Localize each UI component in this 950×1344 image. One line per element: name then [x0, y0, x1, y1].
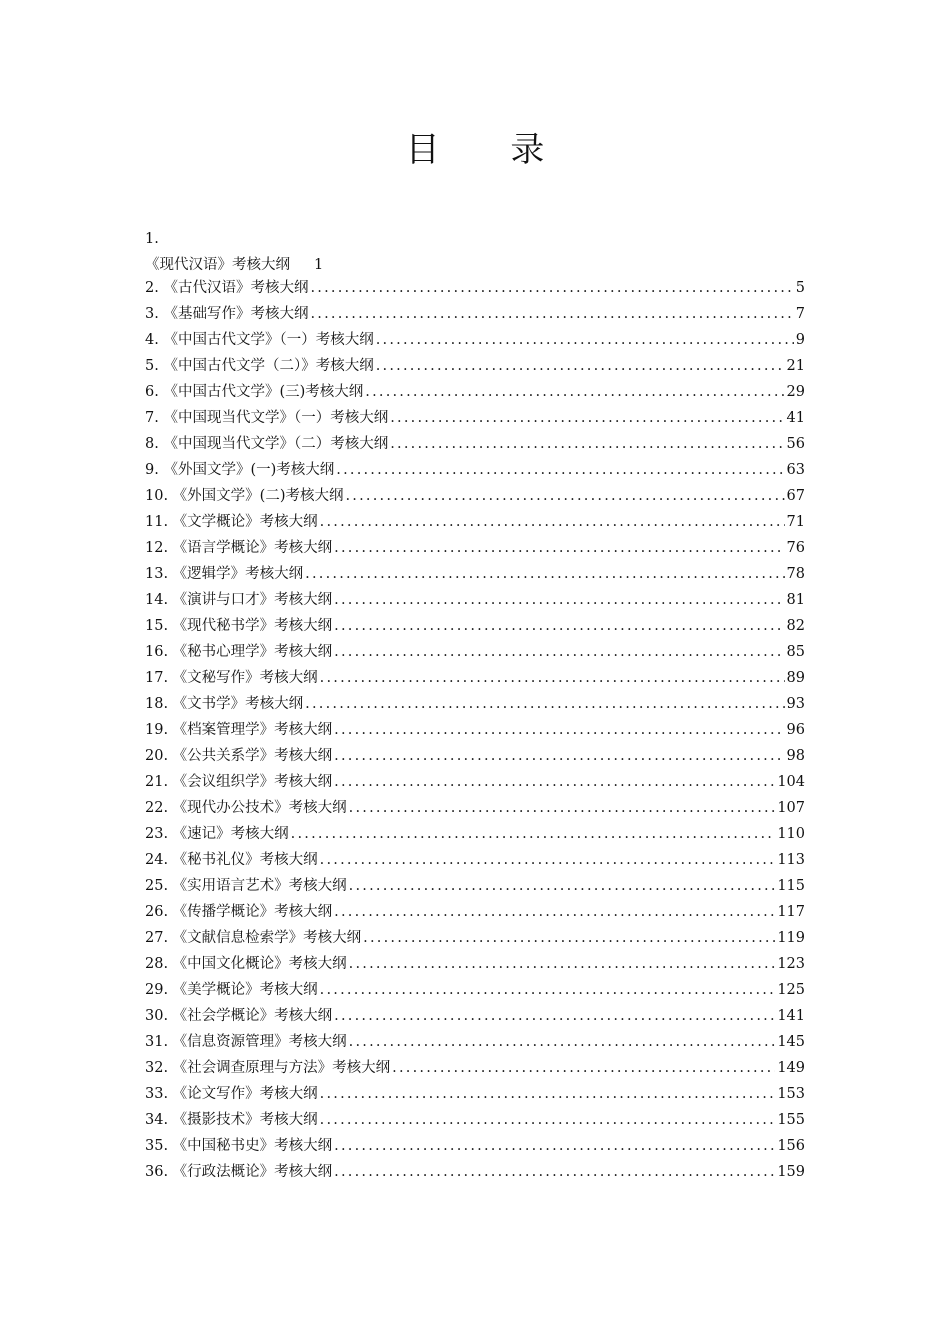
toc-entry[interactable] [145, 1029, 805, 1055]
toc-entry[interactable] [145, 717, 805, 743]
dot-leader [320, 977, 776, 1003]
toc-entry-page: 155 [777, 1112, 805, 1128]
toc-entry-page: 82 [786, 618, 805, 634]
toc-entry-page: 125 [777, 982, 805, 998]
dot-leader [334, 717, 784, 743]
dot-leader [336, 457, 784, 483]
dot-leader [349, 1029, 776, 1055]
dot-leader [334, 613, 784, 639]
toc-entry-page: 96 [786, 722, 805, 738]
toc-entry-page: 9 [795, 332, 805, 348]
toc-entry-page: 29 [786, 384, 805, 400]
toc-entry-label: 24. 《秘书礼仪》考核大纲 [145, 852, 318, 868]
toc-entry-page: 115 [777, 878, 805, 894]
toc-entry[interactable] [145, 1159, 805, 1185]
dot-leader [390, 405, 784, 431]
toc-entry-page: 123 [777, 956, 805, 972]
dot-leader [310, 301, 793, 327]
toc-entry-label: 13. 《逻辑学》考核大纲 [145, 566, 304, 582]
toc-entry[interactable] [145, 561, 805, 587]
dot-leader [320, 847, 776, 873]
toc-entry-label: 34. 《摄影技术》考核大纲 [145, 1112, 318, 1128]
toc-entry[interactable] [145, 1003, 805, 1029]
dot-leader [334, 535, 784, 561]
toc-entry-page: 41 [786, 410, 805, 426]
toc-entry[interactable] [145, 977, 805, 1003]
toc-entry-label: 9. 《外国文学》(一)考核大纲 [145, 462, 335, 478]
dot-leader [310, 275, 793, 301]
dot-leader [320, 1081, 776, 1107]
toc-entry[interactable] [145, 509, 805, 535]
toc-entry-label: 20. 《公共关系学》考核大纲 [145, 748, 333, 764]
toc-entry[interactable] [145, 899, 805, 925]
toc-entry-label: 33. 《论文写作》考核大纲 [145, 1086, 318, 1102]
toc-entry-page: 7 [795, 306, 805, 322]
toc-entry-page: 110 [777, 826, 805, 842]
dot-leader [305, 561, 784, 587]
dot-leader [334, 639, 784, 665]
toc-entry[interactable] [145, 301, 805, 327]
dot-leader [291, 821, 776, 847]
toc-entry-page: 1 [314, 257, 324, 273]
toc-entry-number: 1. [145, 231, 159, 247]
dot-leader [334, 587, 784, 613]
toc-entry-page: 76 [786, 540, 805, 556]
toc-entry-label: 《现代汉语》考核大纲 [145, 257, 290, 273]
toc-entry-page: 21 [786, 358, 805, 374]
toc-entry[interactable] [145, 925, 805, 951]
toc-entry[interactable] [145, 405, 805, 431]
toc-entry-page: 85 [786, 644, 805, 660]
page-title: 目 录 [405, 130, 575, 170]
dot-leader [334, 769, 775, 795]
toc-entry[interactable] [145, 587, 805, 613]
toc-entry-page: 78 [786, 566, 805, 582]
toc-entry[interactable] [145, 327, 805, 353]
toc-entry-label: 22. 《现代办公技术》考核大纲 [145, 800, 347, 816]
toc-entry-page: 145 [777, 1034, 805, 1050]
toc-entry-page: 107 [777, 800, 805, 816]
dot-leader [320, 665, 785, 691]
toc-entry-page: 93 [786, 696, 805, 712]
toc-entry-page: 141 [777, 1008, 805, 1024]
toc-entry[interactable] [145, 379, 805, 405]
dot-leader [345, 483, 784, 509]
dot-leader [349, 795, 776, 821]
toc-entry[interactable] [145, 743, 805, 769]
toc-entry-first[interactable] [145, 226, 323, 278]
toc-entry-label: 10. 《外国文学》(二)考核大纲 [145, 488, 344, 504]
toc-entry-page: 98 [786, 748, 805, 764]
toc-entry[interactable] [145, 613, 805, 639]
dot-leader [320, 509, 785, 535]
toc-entry[interactable] [145, 457, 805, 483]
dot-leader [334, 1159, 775, 1185]
toc-entry[interactable] [145, 951, 805, 977]
toc-entry-label: 35. 《中国秘书史》考核大纲 [145, 1138, 333, 1154]
toc-entry-label: 28. 《中国文化概论》考核大纲 [145, 956, 347, 972]
toc-entry[interactable] [145, 769, 805, 795]
toc-entry-label: 11. 《文学概论》考核大纲 [145, 514, 318, 530]
toc-entry-label: 3. 《基础写作》考核大纲 [145, 306, 309, 322]
toc-entry-label: 12. 《语言学概论》考核大纲 [145, 540, 333, 556]
toc-entry-label: 29. 《美学概论》考核大纲 [145, 982, 318, 998]
toc-entry-page: 56 [786, 436, 805, 452]
toc-entry-page: 117 [777, 904, 805, 920]
dot-leader [334, 1003, 775, 1029]
toc-entry-page: 81 [786, 592, 805, 608]
toc-entry-page: 156 [777, 1138, 805, 1154]
toc-entry-label: 17. 《文秘写作》考核大纲 [145, 670, 318, 686]
toc-entry-page: 153 [777, 1086, 805, 1102]
toc-entry[interactable] [145, 483, 805, 509]
toc-entry-label: 23. 《速记》考核大纲 [145, 826, 289, 842]
toc-entry[interactable] [145, 353, 805, 379]
toc-entry-label: 7. 《中国现当代文学》（一）考核大纲 [145, 410, 389, 426]
dot-leader [376, 327, 794, 353]
toc-entry[interactable] [145, 795, 805, 821]
dot-leader [349, 951, 776, 977]
toc-entry-label: 6. 《中国古代文学》(三)考核大纲 [145, 384, 364, 400]
toc-entry-label: 5. 《中国古代文学（二）》考核大纲 [145, 358, 374, 374]
toc-entry-label: 19. 《档案管理学》考核大纲 [145, 722, 333, 738]
toc-entry[interactable] [145, 1055, 805, 1081]
toc-entry[interactable] [145, 535, 805, 561]
toc-entry[interactable] [145, 665, 805, 691]
toc-entry-page: 113 [777, 852, 805, 868]
toc-entry-label: 36. 《行政法概论》考核大纲 [145, 1164, 333, 1180]
toc-entry-label: 15. 《现代秘书学》考核大纲 [145, 618, 333, 634]
toc-entry[interactable] [145, 821, 805, 847]
toc-entry[interactable] [145, 1133, 805, 1159]
toc-entry-label: 4. 《中国古代文学》（一）考核大纲 [145, 332, 374, 348]
toc-entry-label: 30. 《社会学概论》考核大纲 [145, 1008, 333, 1024]
toc-entry-label: 2. 《古代汉语》考核大纲 [145, 280, 309, 296]
toc-entry-label: 18. 《文书学》考核大纲 [145, 696, 304, 712]
toc-entry-page: 67 [786, 488, 805, 504]
toc-entry-page: 159 [777, 1164, 805, 1180]
dot-leader [363, 925, 775, 951]
toc-entry-label: 31. 《信息资源管理》考核大纲 [145, 1034, 347, 1050]
toc-entry[interactable] [145, 873, 805, 899]
toc-entry[interactable] [145, 275, 805, 301]
toc-entry-label: 27. 《文献信息检索学》考核大纲 [145, 930, 362, 946]
dot-leader [334, 743, 784, 769]
toc-entry[interactable] [145, 847, 805, 873]
dot-leader [334, 899, 775, 925]
toc-entry-label: 25. 《实用语言艺术》考核大纲 [145, 878, 347, 894]
dot-leader [392, 1055, 775, 1081]
dot-leader [334, 1133, 775, 1159]
toc-entry-page: 5 [795, 280, 805, 296]
dot-leader [376, 353, 785, 379]
toc-entry-page: 149 [777, 1060, 805, 1076]
dot-leader [305, 691, 784, 717]
toc-entry-page: 119 [777, 930, 805, 946]
toc-entry[interactable] [145, 1107, 805, 1133]
dot-leader [390, 431, 784, 457]
toc-entry-label: 26. 《传播学概论》考核大纲 [145, 904, 333, 920]
toc-entry-label: 8. 《中国现当代文学》（二）考核大纲 [145, 436, 389, 452]
toc-entry-page: 63 [786, 462, 805, 478]
table-of-contents [145, 275, 805, 1185]
toc-entry-label: 21. 《会议组织学》考核大纲 [145, 774, 333, 790]
dot-leader [365, 379, 784, 405]
dot-leader [320, 1107, 776, 1133]
toc-entry[interactable] [145, 431, 805, 457]
toc-entry[interactable] [145, 1081, 805, 1107]
toc-entry-page: 71 [786, 514, 805, 530]
toc-entry-label: 14. 《演讲与口才》考核大纲 [145, 592, 333, 608]
toc-entry[interactable] [145, 691, 805, 717]
toc-entry-label: 16. 《秘书心理学》考核大纲 [145, 644, 333, 660]
toc-entry-page: 104 [777, 774, 805, 790]
toc-entry-page: 89 [786, 670, 805, 686]
toc-entry[interactable] [145, 639, 805, 665]
dot-leader [349, 873, 776, 899]
toc-entry-label: 32. 《社会调查原理与方法》考核大纲 [145, 1060, 391, 1076]
